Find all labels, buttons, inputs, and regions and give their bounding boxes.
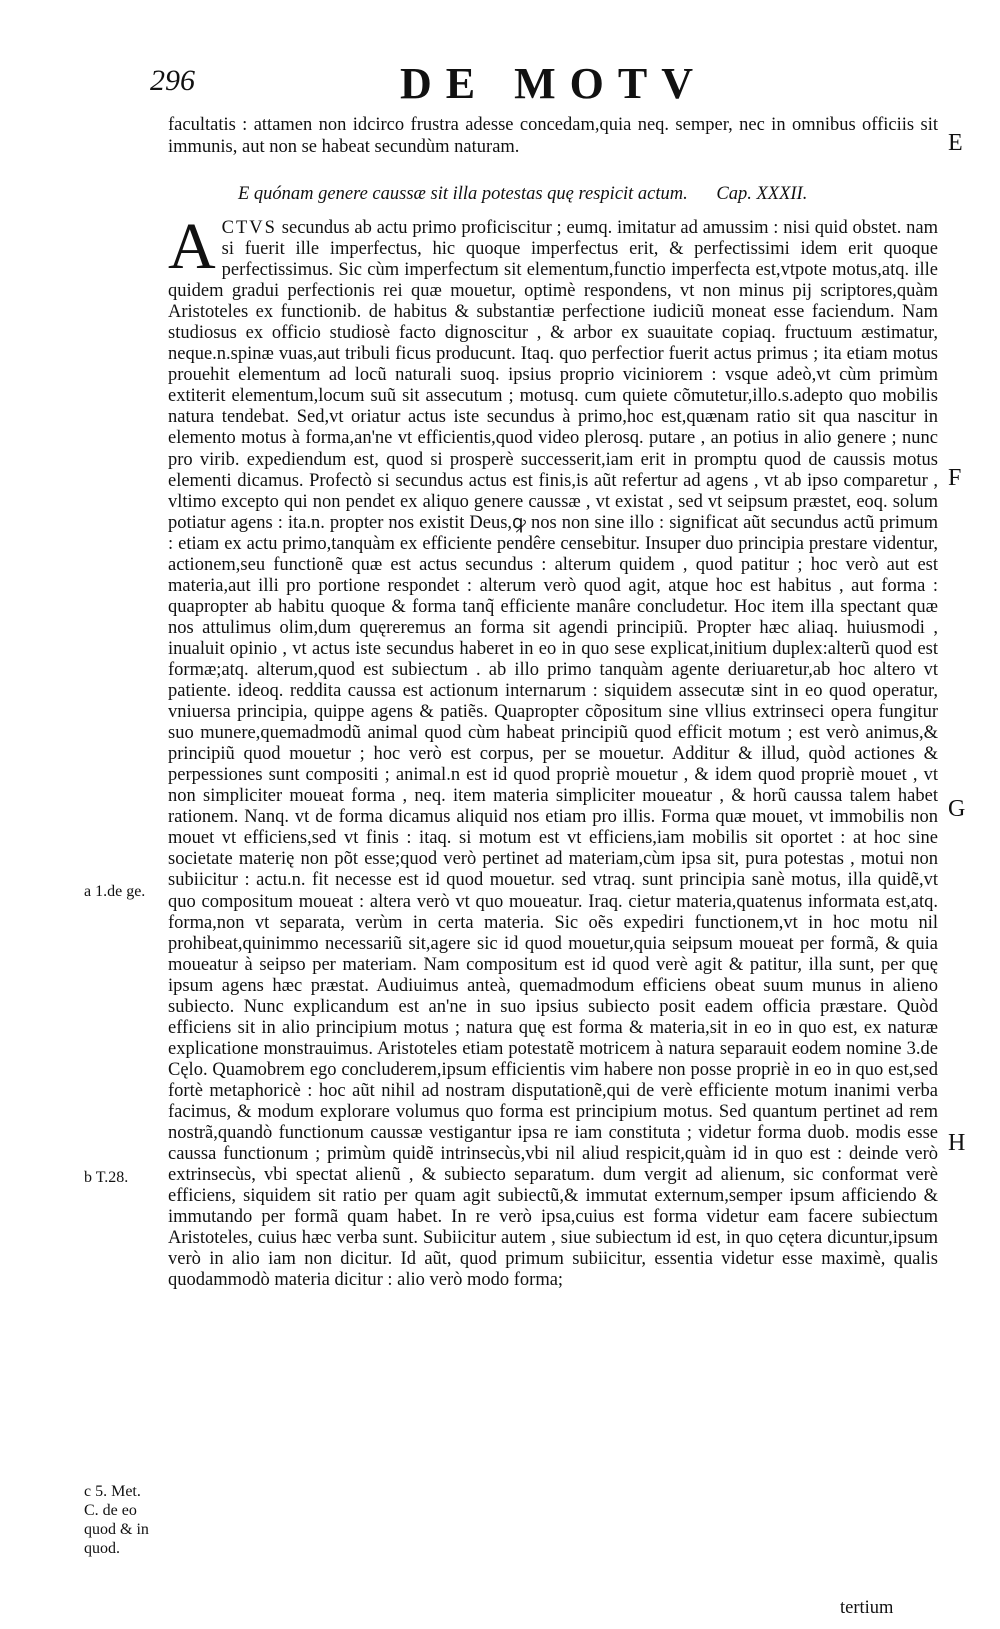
body-paragraph: secundus ab actu primo proficiscitur ; eumq. imitatur ad amussim : nisi quid obstet. nam si fuerit ille imperfectus, hic quoque imperfectus erit, & perfectissimi idem erit quoque perfectissimus. Sic cùm imperfectum sit elementum,functio imperfecta est,vtpote motus,atq. ille quidem gradui perfectionis rei quæ mouetur, optimè respondens, vt non minus pij scriptores,quàm Aristoteles ex functionib. de habitus & substantiæ perfectione iudiciũ moneat esse faciendum. Nam studiosus ex officio studiosè facto dignoscitur , & arbor ex suauitate copiaq. fructuum æstimatur, neque.n.spinæ vuas,aut tribuli ficus producunt. Itaq. quo perfectior fuerit actus primus ; ita etiam motus prouehit elementum ad locũ naturali suoq. ipsius proprio viciniorem : vsque adeò,vt cùm primùm extiterit elementum,locum suũ sit assecutum ; motusq. cum quiete cõmutetur,illo.s.adepto quo mobilis natura tendebat. Sed,vt oriatur actus iste secundus à primo,hoc est,quænam ratio sit qua nascitur in elemento motus à forma,an'ne vt efficientis,quod video plerosq. putare , an potius in alio genere ; nunc pro virib. expediendum est, quod si prosperè successerit,iam erit in promptu quod de caussis motus elementi dicamus. Profectò si secundus actus est finis,is aũt refertur ad agens , vt ab ipso comparetur , vltimo excepto qui non pendet ex aliquo genere caussæ , vt existat , sed vt seipsum præstet, eoq. solum potiatur agens : ita.n. propter nos existit Deus,ꝙ nos non sine illo : significat aũt secundus actũ primum : etiam ex actu primo,tanquàm ex efficiente pendêre censebitur. Insuper duo principia prestare videntur, actionem,seu functionẽ quæ est actus secundus : alterum quidem , quod patitur ; hoc verò aut est materia,aut illi pro portione respondet : alterum verò quod agit, atque hoc est habitus , aut forma : quapropter ab habitu quoque & forma tanq̃ efficiente manâre concludetur. Hoc item illa spectant quæ nos attulimus olim,dum quęreremus an forma sit agendi principiũ. Propter hæc aliaq. huiusmodi , inualuit opinio , vt actus iste secundus haberet in eo in quo sese explicat,initium duplex:alterũ quod est formæ;atq. alterum,quod est subiectum . ab illo primo tanquàm agente deriuaretur,ab hoc altero vt patiente. ideoq. reddita caussa est actionum internarum : siquidem assecutæ sint in eo quod operatur, vniuersa principia, quippe agens & patiẽs. Quapropter cõpositum sine vllius extrinseci opera fungitur suo munere,quemadmodũ animal quod cùm habeat principiũ quod efficit motum ; est verò animus,& principiũ quod mouetur ; hoc verò est corpus, per se mouetur. Additur & illud, quòd actiones & perpessiones sunt compositi ; animal.n est id quod propriè mouetur , & idem quod propriè mouet , vt non simpliciter moueat forma , neq. item materia simpliciter moueatur , & horũ caussa talem habet rationem. Nanq. vt de forma dicamus aliquid nos etiam pro illis. Forma quæ mouet, vt immobilis non mouet vt efficiens,sed vt finis : itaq. si motum est vt efficiens,iam mobilis sit oportet : at hoc sine societate materię non põt esse;quod verò pertinet ad materiam,cùm ipsa sit, pura potestas , motui non subiicitur : actu.n. fit necesse est id quod mouetur. sed vtraq. sunt principia sanè motus, illa quidẽ,vt quo compositum moueat : altera verò vt quo moueatur. Iraq. cietur materia,quatenus informata est,atq. forma,non vt separata, verùm in certa materia. Sic oẽs expediri functionem,vt in hoc motu nil prohibeat,quinimmo necessariũ sit,agere sic id quod mouetur,quia seipsum moueat per formã, & quia moueatur à seipso per materiam. Nam compositum est id quod verè agit & patitur, illa sunt, per quę ipsum agens hæc præstat. Audiuimus anteà, quemadmodum efficiens obeat suum munus in alieno subiecto. Nunc explicandum est an'ne in suo ipsius subiecto posit eadem officia præstare. Quòd efficiens sit in alio principium motus ; natura quę est forma & materia,sit in eo in quo est, ex naturæ explicatione monstrauimus. Aristoteles etiam potestatẽ motricem à natura separauit eodem nomine 3.de Cęlo. Quamobrem ego concluderem,ipsum efficientis vim habere non posse propriè in eo in quo est,sed fortè metaphoricè : hoc aũt nihil ad nostram disputationẽ,qui de verè efficiente motum inanimi verba facimus, & modum explorare volumus quo forma est principium motus. Sed quantum pertinet ad rem nostrã,quandò functionum caussæ vestigantur ipsa re iam constituta ; videtur forma duob. modis esse caussa functionum ; primùm quidẽ intrinsecùs,vbi nil aliud respicit,quàm id in quo est : deinde verò extrinsecùs, vbi spectat alienũ , & subiecto separatum. dum vergit ad alienum, sic conformat verè efficiens, siquidem sit ratio per quam agit subiectũ,& immutat externum,semper ipsum afficiendo & immutando per formã quam habet. In re verò ipsa,cuius est forma videtur eam facere subiectum Aristoteles, cuius hæc verba sunt. Subiicitur autem , siue subiectum id est, in quo cętera dicuntur,ipsum verò in alio iam non dicitur. Id aũt, quod primum subiicitur, essentia videtur esse maximè, qualis quodammodò materia dicitur : alio verò modo forma; bbox=[168, 218, 938, 1291]
margin-letter-h: H bbox=[948, 1130, 966, 1156]
margin-letter-f: F bbox=[948, 465, 962, 491]
first-word: CTVS bbox=[221, 218, 277, 238]
page-header bbox=[150, 58, 850, 118]
margin-letter-g: G bbox=[948, 796, 966, 822]
page-number: 296 bbox=[150, 64, 195, 97]
chapter-title: E quónam genere caussæ sit illa potestas quę respicit actum. bbox=[238, 184, 688, 204]
margin-note-b: b T.28. bbox=[84, 1169, 129, 1186]
drop-cap: A bbox=[168, 210, 216, 283]
margin-note-a: a 1.de ge. bbox=[84, 883, 146, 900]
chapter-heading bbox=[238, 182, 938, 206]
running-title: DE MOTV bbox=[400, 59, 707, 108]
margin-note-c: c 5. Met. C. de eo quod & in quod. bbox=[84, 1483, 149, 1557]
main-text bbox=[168, 210, 938, 1291]
margin-letter-e: E bbox=[948, 130, 963, 156]
catchword: tertium bbox=[840, 1598, 894, 1618]
chapter-label: Cap. XXXII. bbox=[716, 184, 808, 204]
continued-paragraph: facultatis : attamen non idcirco frustra adesse concedam,quia neq. semper, nec in omnibus officiis sit immunis, aut non se habeat secundùm naturam. bbox=[168, 115, 938, 157]
